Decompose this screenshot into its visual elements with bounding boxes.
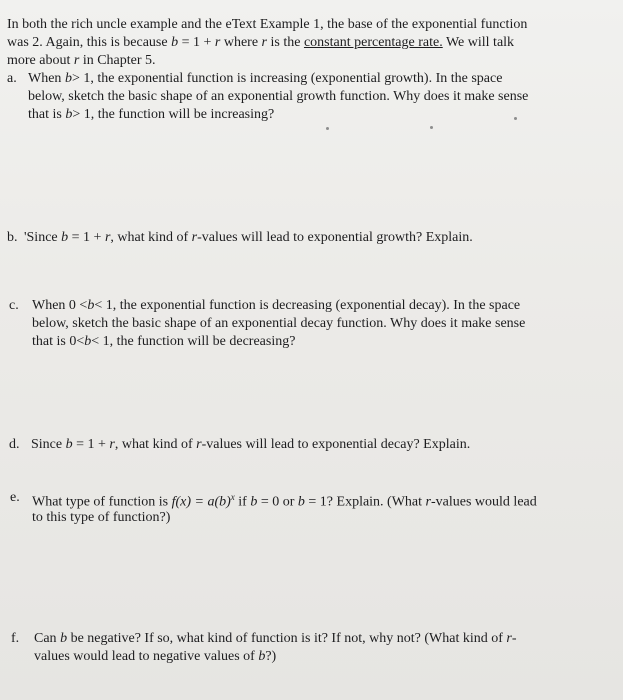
question-f-marker: f. bbox=[11, 631, 20, 646]
question-d-marker: d. bbox=[9, 437, 20, 452]
constant-percentage-rate-link: constant percentage rate. bbox=[303, 35, 443, 50]
question-e-line-2: to this type of function?) bbox=[32, 510, 171, 525]
question-a-line-2: below, sketch the basic shape of an exponential growth function. Why does it make sense bbox=[28, 89, 529, 104]
question-c-marker: c. bbox=[9, 298, 19, 313]
question-c-line-1: When 0 <b< 1, the exponential function is decreasing (exponential decay). In the space bbox=[32, 298, 521, 313]
function-formula: f(x) = a(b) bbox=[171, 494, 231, 510]
question-f-line-1: Can b be negative? If so, what kind of function is it? If not, why not? (What kind of r- bbox=[34, 631, 517, 646]
question-e-marker: e. bbox=[10, 490, 20, 505]
intro-line-3: more about r in Chapter 5. bbox=[7, 53, 156, 68]
paper-speck bbox=[326, 127, 329, 130]
question-a-line-1: When b> 1, the exponential function is increasing (exponential growth). In the space bbox=[28, 71, 503, 86]
intro-line-2: was 2. Again, this is because b = 1 + r where r is the constant percentage rate. We will talk bbox=[7, 35, 515, 50]
intro-line-1: In both the rich uncle example and the eText Example 1, the base of the exponential function bbox=[7, 17, 528, 32]
question-e-line-1: What type of function is $f(x) = a(b)^x$ if b = 0 or b = 1? Explain. (What r-values would lead bbox=[32, 492, 537, 510]
question-a-line-3: that is b> 1, the function will be increasing? bbox=[28, 107, 275, 122]
question-b-text: 'Since b = 1 + r, what kind of r-values will lead to exponential growth? Explain. bbox=[24, 230, 473, 245]
question-b-marker: b. bbox=[7, 230, 18, 245]
question-d-text: Since b = 1 + r, what kind of r-values will lead to exponential decay? Explain. bbox=[31, 437, 471, 452]
question-f-line-2: values would lead to negative values of b?) bbox=[34, 649, 277, 664]
question-c-line-2: below, sketch the basic shape of an exponential decay function. Why does it make sense bbox=[32, 316, 526, 331]
paper-speck bbox=[430, 126, 433, 129]
question-c-line-3: that is 0<b< 1, the function will be decreasing? bbox=[32, 334, 296, 349]
paper-speck bbox=[514, 117, 517, 120]
question-a-marker: a. bbox=[7, 71, 17, 86]
